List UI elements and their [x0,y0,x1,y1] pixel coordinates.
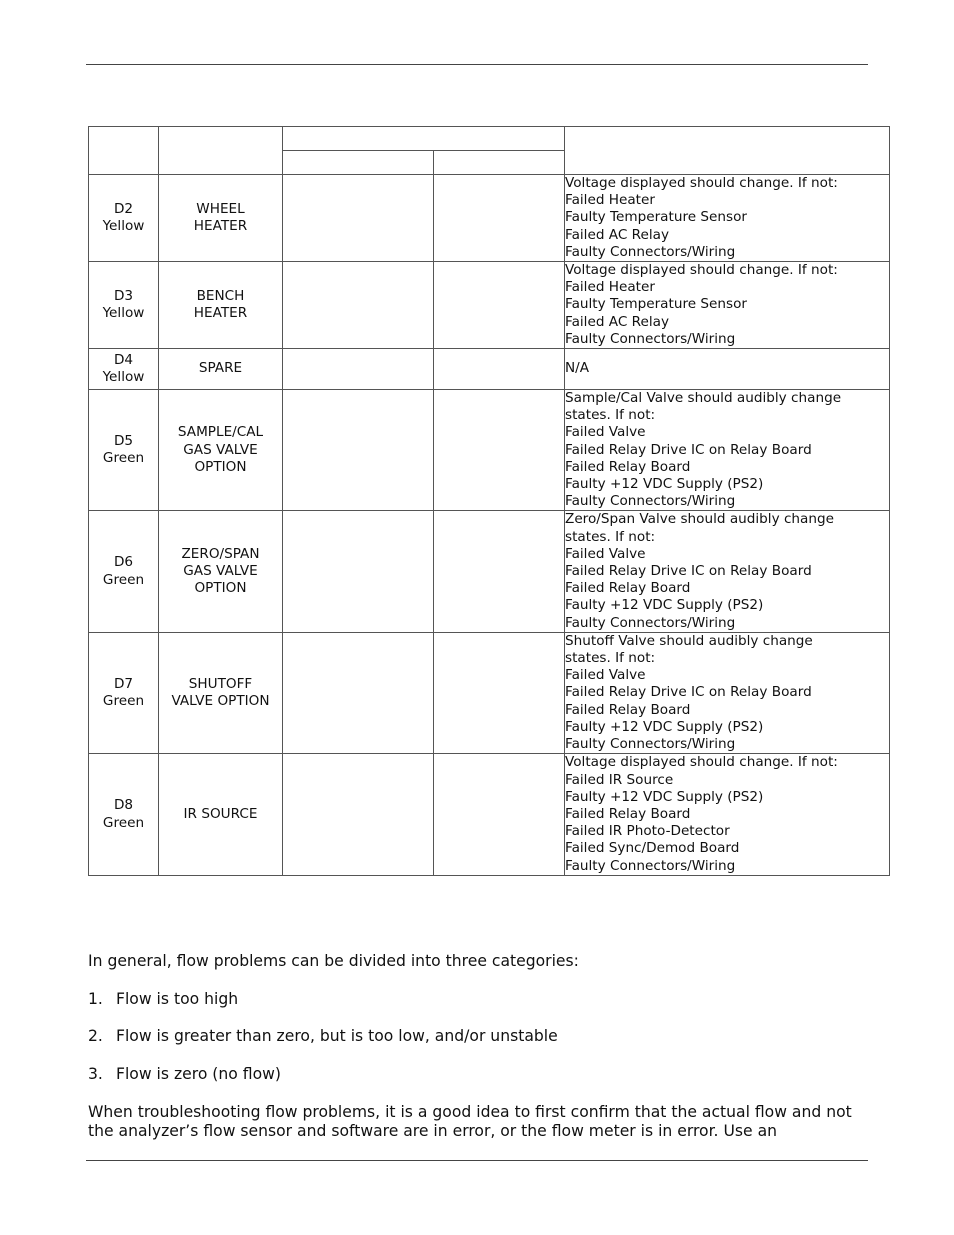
table-row [89,175,890,262]
led-cell [89,262,159,349]
diagnosis-cell [565,349,890,390]
list-item [88,990,238,1009]
list-number: 3. [88,1065,103,1083]
diagnosis-cell-line: Failed Relay Drive IC on Relay Board [565,441,812,458]
diagnosis-cell-line: Voltage displayed should change. If not: [565,262,838,279]
diagnosis-cell-line: N/A [565,360,590,377]
diagnosis-cell [565,511,890,632]
led-cell-line: D3 [113,287,134,304]
led-cell [89,390,159,511]
state-a-cell [283,511,434,632]
diagnosis-cell-line: states. If not: [565,650,656,667]
diagnosis-cell [565,262,890,349]
led-cell [89,754,159,875]
function-cell-line: SAMPLE/CAL [177,424,264,441]
led-cell-line: Yellow [102,305,145,322]
led-cell [89,632,159,753]
diagnosis-cell-line: states. If not: [565,407,656,424]
diagnosis-cell-line: Failed Relay Board [565,701,691,718]
diagnosis-cell-line: Faulty Connectors/Wiring [565,493,736,510]
function-cell [159,754,283,875]
diagnosis-cell-line: Failed Valve [565,424,646,441]
list-item [88,1065,281,1084]
header-cell-state-group [283,127,565,151]
table-row [89,632,890,753]
diagnosis-cell-line: Faulty Temperature Sensor [565,296,748,313]
diagnosis-cell-line: states. If not: [565,528,656,545]
led-cell-line: D5 [113,433,134,450]
function-cell [159,349,283,390]
led-cell-line: Yellow [102,218,145,234]
function-cell [159,262,283,349]
function-cell-line: OPTION [194,580,247,597]
footer-rule [86,1160,868,1161]
table-row [89,511,890,632]
state-b-cell [434,349,565,390]
function-cell [159,390,283,511]
flow-intro-text: In general, flow problems can be divided into three categories: [88,952,579,970]
diagnosis-cell [565,390,890,511]
diagnosis-cell-line: Faulty +12 VDC Supply (PS2) [565,718,764,735]
list-item [88,1027,558,1046]
state-b-cell [434,175,565,262]
function-cell-line: GAS VALVE [183,441,258,458]
header-cell-state-b [434,151,565,175]
state-b-cell [434,262,565,349]
state-a-cell [283,262,434,349]
diagnosis-cell-line: Failed AC Relay [565,226,669,243]
table-row [89,754,890,875]
diagnosis-cell-line: Faulty +12 VDC Supply (PS2) [565,476,764,493]
state-b-cell [434,754,565,875]
header-cell-state-a [283,151,434,175]
diagnosis-cell-line: Faulty +12 VDC Supply (PS2) [565,597,764,614]
relay-led-diagnostic-table [88,126,890,876]
diagnosis-cell-line: Sample/Cal Valve should audibly change [565,390,842,407]
table-row [89,349,890,390]
diagnosis-cell-line: Failed Valve [565,667,646,684]
led-cell [89,511,159,632]
troubleshooting-paragraph: When troubleshooting flow problems, it is a good idea to first confirm that the actual flow and not the analyzer’s flow sensor and software are in error, or the flow meter is in error. Use an [88,1103,852,1140]
state-b-cell [434,511,565,632]
led-cell-line: Green [102,571,145,588]
led-cell-line: Green [102,814,145,831]
function-cell [159,632,283,753]
diagnosis-cell-line: Faulty Temperature Sensor [565,209,748,226]
state-b-cell [434,632,565,753]
function-cell-line: WHEEL [196,200,245,217]
state-a-cell [283,754,434,875]
list-text: Flow is greater than zero, but is too low, and/or unstable [116,1027,558,1045]
state-a-cell [283,175,434,262]
header-cell-function [159,127,283,175]
list-text: Flow is too high [116,990,239,1008]
header-cell-led [89,127,159,175]
diagnosis-cell-line: Faulty Connectors/Wiring [565,736,736,753]
table-row [89,390,890,511]
diagnosis-cell-line: Failed Relay Board [565,458,691,475]
diagnosis-cell-line: Failed Relay Drive IC on Relay Board [565,563,812,580]
function-cell-line: HEATER [193,305,248,322]
led-cell-line: Green [102,693,145,710]
list-text: Flow is zero (no flow) [116,1065,281,1083]
diagnosis-cell-line: Failed Relay Drive IC on Relay Board [565,684,812,701]
led-cell [89,175,159,262]
diagnosis-cell [565,632,890,753]
function-cell-line: IR SOURCE [183,805,258,822]
state-a-cell [283,390,434,511]
header-cell-diagnosis [565,127,890,175]
diagnosis-cell-line: Faulty Connectors/Wiring [565,243,736,260]
diagnosis-cell [565,175,890,262]
diagnosis-cell-line: Failed Heater [565,279,655,296]
state-b-cell [434,390,565,511]
function-cell-line: GAS VALVE [183,563,258,580]
diagnosis-cell-line: Faulty Connectors/Wiring [565,330,736,347]
diagnosis-cell-line: Shutoff Valve should audibly change [565,632,813,649]
diagnosis-cell-line: Failed AC Relay [565,313,669,330]
diagnosis-cell [565,754,890,875]
function-cell [159,175,283,262]
diagnosis-cell-line: Failed Valve [565,545,646,562]
diagnosis-cell-line: Faulty Connectors/Wiring [565,857,736,874]
led-cell-line: D4 [113,351,134,368]
led-cell-line: D6 [113,554,134,571]
header-rule [86,64,868,65]
led-cell-line: D7 [113,675,134,692]
diagnosis-cell-line: Failed IR Photo-Detector [565,823,730,840]
state-a-cell [283,632,434,753]
state-a-cell [283,349,434,390]
diagnosis-cell-line: Voltage displayed should change. If not: [565,175,838,191]
function-cell [159,511,283,632]
list-number: 1. [88,990,103,1008]
led-cell-line: Green [102,450,145,467]
diagnosis-cell-line: Voltage displayed should change. If not: [565,754,838,771]
diagnosis-cell-line: Failed Relay Board [565,580,691,597]
function-cell-line: OPTION [194,458,247,475]
diagnosis-cell-line: Failed Heater [565,192,655,209]
led-cell-line: Yellow [102,369,145,386]
function-cell-line: BENCH [196,287,245,304]
diagnosis-cell-line: Zero/Span Valve should audibly change [565,511,834,528]
led-cell-line: D8 [113,797,134,814]
table-row [89,262,890,349]
table-header-row-1 [89,127,890,151]
function-cell-line: SPARE [198,360,243,377]
diagnosis-cell-line: Faulty +12 VDC Supply (PS2) [565,788,764,805]
led-cell [89,349,159,390]
list-number: 2. [88,1027,103,1045]
function-cell-line: ZERO/SPAN [181,545,260,562]
diagnosis-cell-line: Failed Relay Board [565,805,691,822]
diagnosis-cell-line: Failed IR Source [565,771,674,788]
diagnosis-cell-line: Faulty Connectors/Wiring [565,614,736,631]
function-cell-line: VALVE OPTION [171,693,270,710]
function-cell-line: HEATER [193,218,248,234]
diagnosis-cell-line: Failed Sync/Demod Board [565,840,740,857]
led-cell-line: D2 [113,200,134,217]
function-cell-line: SHUTOFF [188,675,253,692]
